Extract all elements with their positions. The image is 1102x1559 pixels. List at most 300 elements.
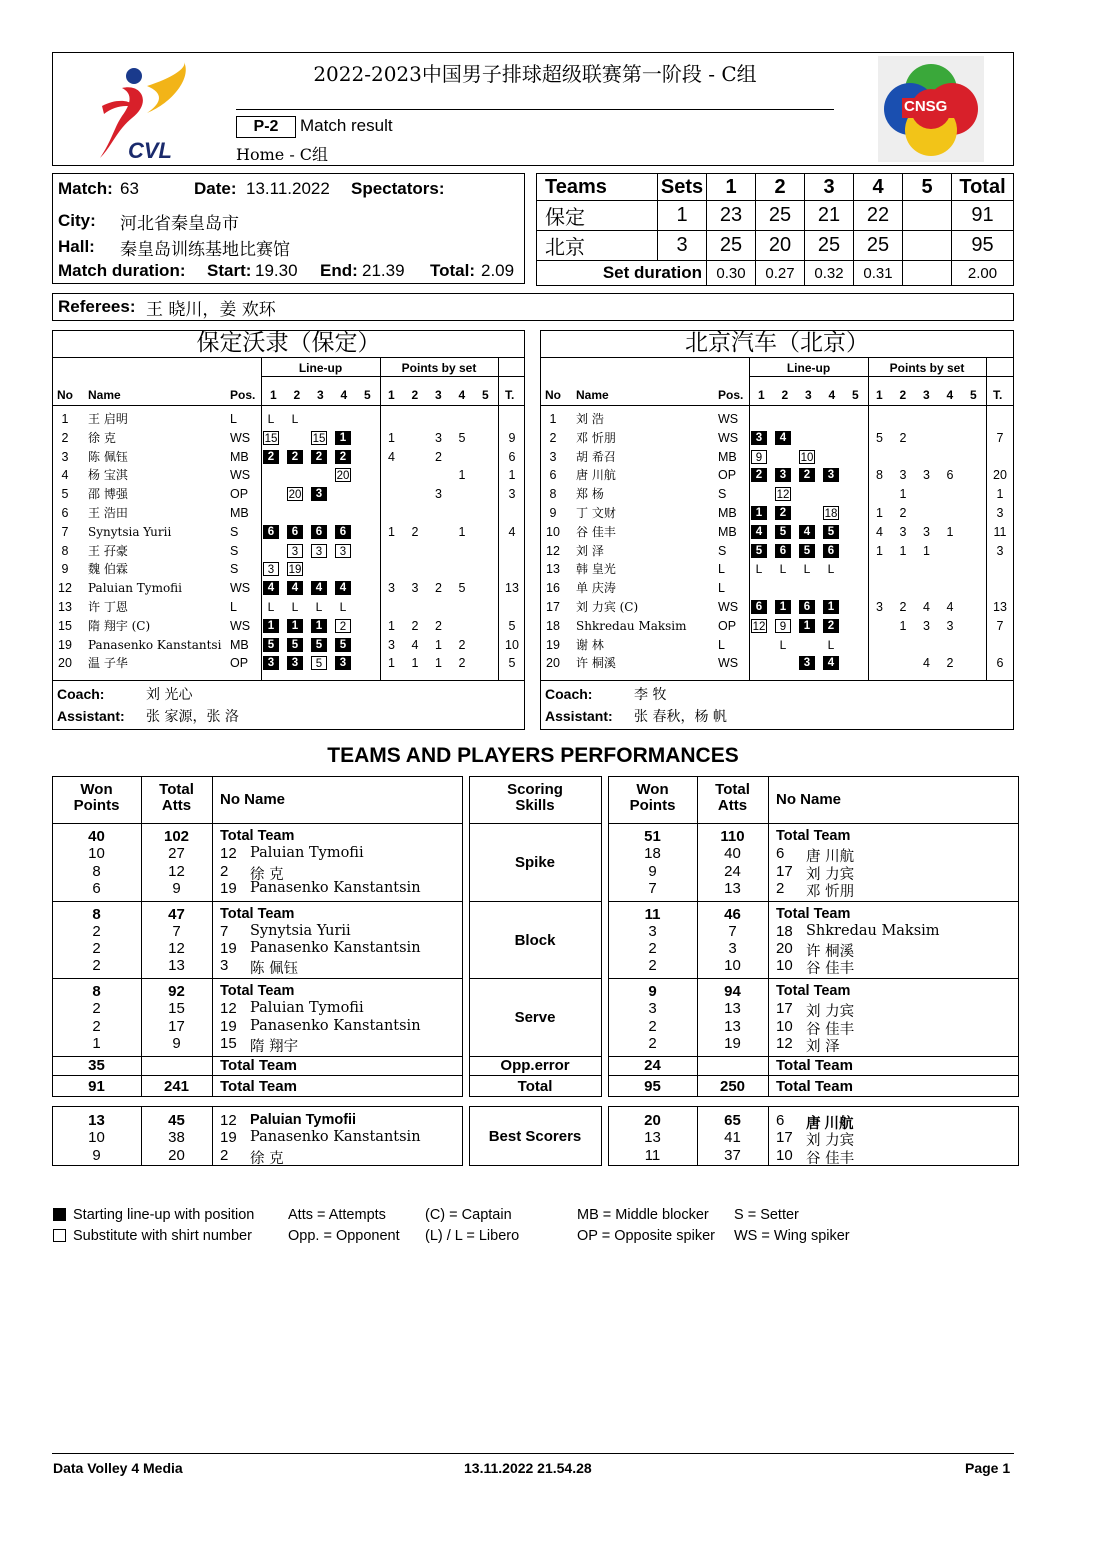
lineup-cell: 3 — [287, 656, 303, 670]
perf-rule — [52, 1096, 462, 1097]
lineup-cell: 4 — [775, 431, 791, 445]
perf-rule — [608, 978, 1018, 979]
won-points: 2 — [648, 940, 657, 958]
roster-rule — [540, 357, 1014, 358]
lineup-cell: 5 — [799, 544, 815, 558]
total-atts: 3 — [728, 940, 737, 958]
total-atts: 7 — [728, 922, 737, 940]
lineup-cell: L — [779, 637, 787, 652]
perf-rule — [52, 901, 462, 902]
lineup-cell: 3 — [799, 656, 815, 670]
legend-libero: (L) / L = Libero — [425, 1228, 520, 1244]
player-number: 17 — [546, 600, 560, 614]
player-name: 谷 佳丰 — [806, 1150, 855, 1167]
points-total: 3 — [996, 506, 1004, 520]
set-duration-label: Set duration — [537, 261, 707, 286]
player-name: 谷 佳丰 — [576, 524, 616, 539]
points-cell: 4 — [388, 449, 395, 464]
perf-rule — [768, 776, 769, 1096]
referees-label: Referees: — [58, 297, 136, 316]
total-atts: 12 — [168, 862, 185, 880]
player-name: Total Team — [776, 983, 851, 999]
player-number: 17 — [776, 862, 793, 880]
player-position: WS — [718, 412, 739, 426]
footer-left: Data Volley 4 Media — [53, 1460, 183, 1476]
col-no: No — [57, 388, 73, 402]
player-number: 17 — [776, 1000, 793, 1018]
points-cell: 3 — [876, 600, 883, 614]
score-header-sets: Sets — [658, 174, 707, 201]
points-cell: 3 — [923, 468, 930, 483]
points-header: Points by set — [401, 361, 477, 375]
points-cell: 3 — [923, 524, 930, 539]
col-name: Name — [88, 388, 121, 402]
won-points: 9 — [648, 983, 657, 1000]
player-position: L — [718, 637, 725, 652]
player-number: 13 — [546, 562, 560, 577]
player-row — [52, 579, 525, 597]
points-total: 3 — [508, 487, 516, 502]
set-duration: 0.30 — [707, 261, 756, 286]
col-points-set: 4 — [946, 388, 954, 402]
total-atts: 9 — [172, 1034, 181, 1052]
points-cell: 1 — [411, 656, 419, 671]
start-label: Start: — [207, 261, 252, 280]
points-cell: 2 — [946, 656, 954, 671]
player-position: L — [718, 581, 725, 596]
player-number: 12 — [546, 543, 560, 558]
perf-rule — [212, 1106, 213, 1165]
player-name: Shkredau Maksim — [806, 922, 940, 939]
total-atts: 15 — [168, 1000, 185, 1018]
score-header-set1: 1 — [707, 174, 756, 201]
lineup-cell: 2 — [751, 468, 767, 482]
total-atts: 102 — [163, 828, 190, 845]
start-value: 19.30 — [255, 261, 298, 280]
cnsg-logo — [878, 56, 984, 162]
header-total-atts: Total Atts — [159, 781, 194, 814]
player-name: 邓 忻朋 — [806, 883, 855, 900]
set-duration: 0.31 — [854, 261, 903, 286]
score-row-home — [537, 201, 1014, 231]
score-set: 22 — [854, 201, 903, 231]
lineup-cell: 6 — [311, 525, 327, 539]
points-cell: 3 — [899, 468, 907, 483]
player-name: 单 庆涛 — [576, 581, 616, 596]
page-title: 2022-2023中国男子排球超级联赛第一阶段 - C组 — [313, 62, 757, 86]
col-lineup-set: 3 — [805, 388, 812, 402]
points-cell: 2 — [411, 618, 419, 633]
player-name: Synytsia Yurii — [88, 524, 172, 539]
player-name: Total Team — [220, 905, 295, 922]
perf-rule — [469, 776, 601, 777]
total-atts: 9 — [172, 879, 181, 897]
won-points: 40 — [88, 828, 105, 845]
player-number: 20 — [58, 656, 72, 671]
player-number: 19 — [220, 1017, 237, 1035]
player-number: 5 — [61, 487, 69, 502]
won-points: 8 — [92, 862, 101, 880]
lineup-cell: L — [291, 412, 299, 426]
player-number: 19 — [220, 879, 237, 897]
player-number: 8 — [61, 543, 69, 558]
total-atts: 41 — [724, 1129, 741, 1147]
player-number: 4 — [61, 468, 69, 483]
col-total: T. — [505, 388, 515, 402]
player-name: Total Team — [220, 828, 295, 844]
lineup-cell: 1 — [751, 506, 767, 520]
col-pos: Pos. — [718, 388, 744, 402]
roster-rule — [749, 376, 1014, 377]
col-points-set: 3 — [435, 388, 442, 402]
lineup-cell: 19 — [288, 564, 302, 577]
player-name: 许 丁恩 — [88, 600, 128, 614]
coach-name: 刘 光心 — [146, 687, 193, 703]
won-points: 24 — [644, 1057, 661, 1074]
points-cell: 3 — [388, 581, 395, 596]
header-total-atts: Total Atts — [715, 781, 750, 814]
skill-label: Best Scorers — [488, 1128, 582, 1145]
player-number: 12 — [220, 845, 237, 863]
perf-rule — [52, 823, 462, 824]
points-total: 7 — [996, 430, 1004, 445]
col-points-set: 4 — [458, 388, 466, 402]
score-set: 25 — [707, 231, 756, 261]
points-total: 10 — [505, 637, 519, 652]
col-points-set: 5 — [970, 388, 977, 402]
player-number: 1 — [61, 412, 69, 426]
match-label: Match: — [58, 179, 113, 198]
points-cell: 1 — [388, 524, 395, 539]
col-points-set: 3 — [923, 388, 930, 402]
score-row-away — [537, 231, 1014, 261]
total-atts: 27 — [168, 845, 185, 863]
lineup-cell: L — [267, 412, 275, 426]
legend-starting: Starting line-up with position — [73, 1207, 255, 1223]
player-row — [540, 504, 1014, 522]
total-atts: 47 — [168, 905, 185, 923]
score-header-set2: 2 — [756, 174, 805, 201]
player-row — [540, 617, 1014, 635]
roster-rule — [52, 357, 525, 358]
col-lineup-set: 1 — [758, 388, 765, 402]
header-no-name: No Name — [220, 791, 286, 808]
end-label: End: — [320, 261, 358, 280]
lineup-cell: 6 — [751, 600, 767, 614]
home-roster — [52, 330, 525, 730]
won-points: 20 — [644, 1112, 661, 1129]
player-row — [540, 598, 1014, 616]
lineup-cell: 3 — [287, 544, 303, 558]
total-atts: 12 — [168, 940, 185, 958]
player-number: 18 — [776, 922, 793, 940]
roster-rule — [52, 405, 525, 406]
perf-rule — [462, 1106, 463, 1166]
player-name: 谷 佳丰 — [806, 961, 855, 978]
total-atts: 24 — [724, 862, 741, 880]
won-points: 10 — [88, 1129, 105, 1147]
points-cell: 1 — [876, 506, 883, 520]
lineup-cell: 3 — [823, 468, 839, 482]
player-name: Panasenko Kanstantsi — [88, 637, 222, 652]
legend-op: OP = Opposite spiker — [577, 1228, 715, 1244]
player-row — [540, 429, 1014, 447]
legend-ws: WS = Wing spiker — [734, 1228, 850, 1244]
perf-rule — [608, 901, 1018, 902]
points-cell: 3 — [435, 430, 442, 445]
player-number: 9 — [61, 562, 69, 577]
total-atts: 13 — [724, 1017, 741, 1035]
lineup-cell: 4 — [311, 581, 327, 595]
lineup-cell: 5 — [823, 525, 839, 539]
perf-rule — [469, 1096, 601, 1097]
lineup-cell: 20 — [336, 470, 350, 483]
player-name: Paluian Tymofii — [250, 845, 364, 862]
col-lineup-set: 5 — [364, 388, 371, 402]
score-sets: 3 — [658, 231, 707, 261]
points-cell: 1 — [458, 468, 466, 483]
points-cell: 2 — [435, 618, 442, 633]
points-total: 5 — [508, 656, 516, 671]
player-row — [52, 485, 525, 503]
player-name: 王 启明 — [88, 412, 128, 426]
player-name: 陈 佩钰 — [250, 961, 299, 978]
perf-rule — [601, 1106, 602, 1166]
points-cell: 2 — [435, 581, 442, 596]
won-points: 6 — [92, 879, 101, 897]
roster-rule — [540, 680, 1014, 681]
lineup-cell: 4 — [823, 656, 839, 670]
player-position: MB — [718, 524, 737, 539]
points-total: 6 — [996, 656, 1004, 671]
player-name: 谢 林 — [576, 637, 604, 652]
cvl-logo — [92, 58, 192, 162]
lineup-cell: 5 — [311, 656, 327, 670]
roster-rule — [261, 376, 525, 377]
perf-rule — [52, 1106, 462, 1107]
player-name: 丁 文财 — [576, 506, 616, 520]
header-no-name: No Name — [776, 791, 842, 808]
set-duration — [903, 261, 952, 286]
lineup-cell: 20 — [288, 489, 302, 502]
points-cell: 1 — [388, 430, 395, 445]
player-number: 3 — [220, 957, 229, 975]
perf-rule — [469, 978, 601, 979]
lineup-header: Line-up — [786, 361, 831, 375]
player-name: 徐 克 — [250, 1150, 284, 1167]
lineup-cell: L — [827, 637, 835, 652]
player-name: Total Team — [220, 1078, 297, 1095]
col-no: No — [545, 388, 561, 402]
points-cell: 4 — [923, 656, 930, 671]
lineup-cell: 15 — [312, 432, 326, 445]
player-name: Synytsia Yurii — [250, 922, 351, 939]
player-row — [52, 654, 525, 672]
player-position: MB — [230, 449, 249, 464]
perf-rule — [608, 1106, 1018, 1107]
lineup-cell: 18 — [824, 508, 838, 520]
lineup-cell: 5 — [751, 544, 767, 558]
coach-label: Coach: — [545, 686, 593, 702]
legend-mb: MB = Middle blocker — [577, 1207, 709, 1223]
score-set: 25 — [805, 231, 854, 261]
set-duration-row — [537, 261, 1014, 286]
player-position: L — [718, 562, 725, 577]
won-points: 2 — [648, 1034, 657, 1052]
perf-rule — [608, 776, 1018, 777]
team-name: 保定沃隶（保定） — [196, 330, 381, 356]
lineup-cell: 2 — [263, 450, 279, 464]
player-number: 6 — [776, 845, 785, 863]
starting-lineup-swatch — [53, 1208, 66, 1221]
won-points: 3 — [648, 1000, 657, 1018]
player-number: 2 — [220, 1146, 229, 1164]
lineup-cell: 1 — [263, 619, 279, 633]
total-atts: 13 — [168, 957, 185, 975]
points-cell: 1 — [388, 618, 395, 633]
col-lineup-set: 5 — [852, 388, 859, 402]
score-header-set4: 4 — [854, 174, 903, 201]
lineup-cell: 1 — [823, 600, 839, 614]
lineup-cell: 5 — [287, 638, 303, 652]
player-number: 20 — [776, 940, 793, 958]
lineup-cell: 6 — [287, 525, 303, 539]
hall-value: 秦皇岛训练基地比赛馆 — [120, 240, 290, 260]
player-name: Paluian Tymofii — [250, 1000, 364, 1017]
lineup-cell: 4 — [263, 581, 279, 595]
points-cell: 3 — [946, 618, 954, 633]
lineup-cell: 3 — [263, 562, 279, 576]
player-number: 17 — [776, 1129, 793, 1147]
player-number: 7 — [220, 922, 229, 940]
points-cell: 4 — [923, 600, 930, 614]
report-subtitle: Match result — [300, 116, 393, 135]
score-set: 21 — [805, 201, 854, 231]
end-value: 21.39 — [362, 261, 405, 280]
lineup-cell: L — [827, 562, 835, 577]
perf-rule — [52, 978, 462, 979]
points-cell: 3 — [411, 581, 419, 596]
points-cell: 2 — [435, 449, 442, 464]
player-row — [52, 466, 525, 484]
points-cell: 4 — [876, 524, 883, 539]
lineup-cell: 1 — [335, 431, 351, 445]
perf-rule — [462, 776, 463, 1097]
col-pos: Pos. — [230, 388, 256, 402]
header-scoring-skills: Scoring Skills — [507, 781, 563, 814]
score-sets: 1 — [658, 201, 707, 231]
player-row — [540, 485, 1014, 503]
player-number: 19 — [220, 940, 237, 958]
perf-rule — [212, 776, 213, 1096]
lineup-cell: 2 — [335, 450, 351, 464]
points-cell: 4 — [946, 600, 954, 614]
score-table — [536, 173, 1014, 286]
lineup-cell: L — [339, 600, 347, 614]
legend-opp: Opp. = Opponent — [288, 1228, 400, 1244]
won-points: 10 — [88, 845, 105, 863]
player-name: 隋 翔宇 — [250, 1038, 299, 1055]
player-position: S — [230, 562, 239, 577]
player-name: 王 孖豪 — [88, 543, 128, 558]
player-position: OP — [718, 468, 737, 483]
player-number: 12 — [220, 1112, 237, 1129]
perf-rule — [52, 776, 462, 777]
perf-rule — [469, 823, 601, 824]
lineup-cell: 9 — [751, 450, 767, 464]
player-name: 唐 川航 — [576, 468, 616, 483]
points-total: 1 — [508, 468, 516, 483]
won-points: 1 — [92, 1034, 101, 1052]
roster-rule — [52, 680, 525, 681]
player-number: 18 — [546, 618, 560, 633]
score-header-total: Total — [952, 174, 1014, 201]
score-set — [903, 231, 952, 261]
player-number: 7 — [61, 524, 69, 539]
perf-rule — [469, 1075, 601, 1076]
points-cell: 4 — [411, 637, 419, 652]
assistant-label: Assistant: — [57, 708, 125, 724]
set-duration-total: 2.00 — [952, 261, 1014, 286]
total-atts: 17 — [168, 1017, 185, 1035]
points-cell: 1 — [435, 637, 442, 652]
skill-label: Block — [514, 931, 556, 949]
lineup-cell: 6 — [335, 525, 351, 539]
player-name: 刘 力宾 (C) — [576, 600, 639, 614]
total-atts: 94 — [724, 983, 741, 1000]
player-name: 王 浩田 — [88, 506, 128, 520]
points-cell: 1 — [899, 543, 907, 558]
points-cell: 1 — [458, 524, 466, 539]
player-row — [52, 504, 525, 522]
player-number: 10 — [546, 524, 560, 539]
assistant-label: Assistant: — [545, 708, 613, 724]
points-total: 9 — [508, 430, 516, 445]
player-position: OP — [230, 656, 249, 671]
total-atts: 241 — [163, 1078, 190, 1095]
player-name: 胡 希召 — [576, 449, 616, 464]
city-label: City: — [58, 211, 96, 230]
player-name: 刘 泽 — [806, 1038, 840, 1055]
score-header-teams: Teams — [537, 174, 658, 201]
won-points: 11 — [644, 1146, 661, 1164]
player-row — [540, 410, 1014, 428]
points-cell: 2 — [458, 656, 466, 671]
player-row — [52, 636, 525, 654]
col-lineup-set: 3 — [317, 388, 324, 402]
player-row — [52, 429, 525, 447]
roster-rule — [540, 405, 1014, 406]
perf-rule — [52, 1075, 462, 1076]
lineup-cell: 5 — [263, 638, 279, 652]
lineup-cell: 6 — [799, 600, 815, 614]
won-points: 9 — [92, 1146, 101, 1164]
player-position: MB — [718, 506, 737, 520]
player-number: 19 — [220, 1129, 237, 1147]
footer-right: Page 1 — [965, 1460, 1011, 1476]
player-name: Total Team — [776, 1057, 853, 1074]
won-points: 13 — [88, 1112, 105, 1129]
won-points: 2 — [92, 1017, 101, 1035]
player-row — [540, 466, 1014, 484]
player-name: 唐 川航 — [806, 1116, 854, 1132]
player-name: 许 桐溪 — [806, 944, 855, 961]
player-name: Paluian Tymofii — [250, 1112, 357, 1128]
won-points: 13 — [644, 1129, 661, 1147]
total-atts: 92 — [168, 983, 185, 1000]
score-total: 91 — [952, 201, 1014, 231]
points-cell: 5 — [458, 581, 466, 596]
